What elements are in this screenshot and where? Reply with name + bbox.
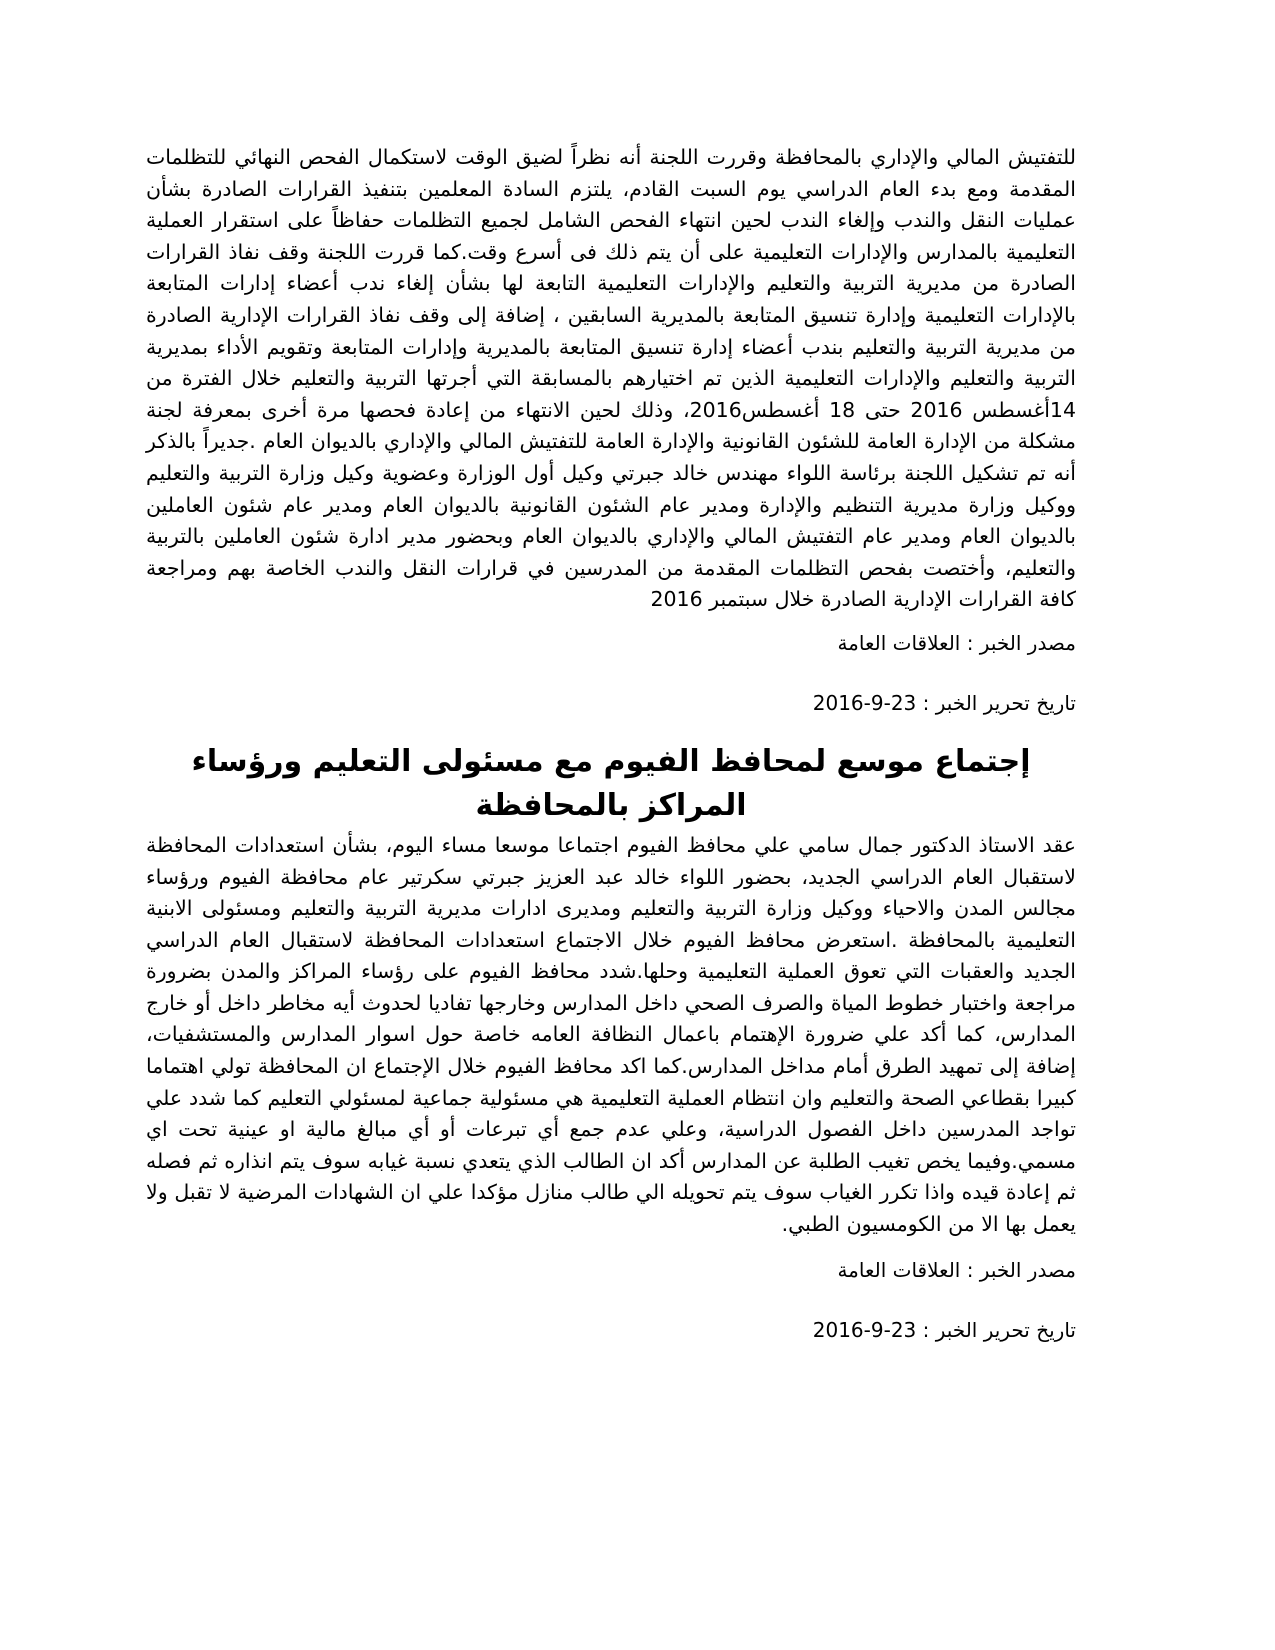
document-page (146, 142, 1076, 1345)
article-2-body: عقد الاستاذ الدكتور جمال سامي علي محافظ الفيوم اجتماعا موسعا مساء اليوم، بشأن استعدادات المحافظة لاستقبال العام الدراسي الجديد، بحضور اللواء خالد عبد العزيز جبرتي سكرتير عام محافظة الفيوم ورؤساء مجالس المدن والاحياء ووكيل وزارة التربية والتعليم ومديرى ادارات مديرية التربية والتعليم ومسئولى الابنية التعليمية بالمحافظة .استعرض محافظ الفيوم خلال الاجتماع استعدادات المحافظة لاستقبال العام الدراسي الجديد والعقبات التي تعوق العملية التعليمية وحلها.شدد محافظ الفيوم على رؤساء المراكز والمدن بضرورة مراجعة واختبار خطوط المياة والصرف الصحي داخل المدارس وخارجها تفاديا لحدوث أيه مخاطر داخل أو خارج المدارس، كما أكد علي ضرورة الإهتمام باعمال النظافة العامه خاصة حول اسوار المدارس والمستشفيات، إضافة إلى تمهيد الطرق أمام مداخل المدارس.كما اكد محافظ الفيوم خلال الإجتماع ان المحافظة تولي اهتماما كبيرا بقطاعي الصحة والتعليم وان انتظام العملية التعليمية هي مسئولية جماعية لمسئولي التعليم كما شدد علي تواجد المدرسين داخل الفصول الدراسية، وعلي عدم جمع أي تبرعات أو أي مبالغ مالية او عينية تحت اي مسمي.وفيما يخص تغيب الطلبة عن المدارس أكد ان الطالب الذي يتعدي نسبة غيابه سوف يتم انذاره ثم فصله ثم إعادة قيده واذا تكرر الغياب سوف يتم تحويله الي طالب منازل مؤكدا علي ان الشهادات المرضية لا تقبل ولا يعمل بها الا من الكومسيون الطبي. (146, 832, 1076, 1237)
article-2-source: مصدر الخبر : العلاقات العامة (837, 1257, 1076, 1282)
article-1-source: مصدر الخبر : العلاقات العامة (837, 630, 1076, 655)
article-1-body: للتفتيش المالي والإداري بالمحافظة وقررت اللجنة أنه نظراً لضيق الوقت لاستكمال الفحص النهائي للتظلمات المقدمة ومع بدء العام الدراسي يوم السبت القادم، يلتزم السادة المعلمين بتنفيذ القرارات الصادرة بشأن عمليات النقل والندب وإلغاء الندب لحين انتهاء الفحص الشامل لجميع التظلمات حفاظاً على استقرار العملية التعليمية بالمدارس والإدارات التعليمية على أن يتم ذلك فى أسرع وقت.كما قررت اللجنة وقف نفاذ القرارات الصادرة من مديرية التربية والتعليم والإدارات التعليمية التابعة لها بشأن إلغاء ندب أعضاء إدارات المتابعة بالإدارات التعليمية وإدارة تنسيق المتابعة بالمديرية السابقين ، إضافة إلى وقف نفاذ القرارات الإدارية الصادرة من مديرية التربية والتعليم بندب أعضاء إدارة تنسيق المتابعة بالمديرية وإدارات المتابعة وتقويم الأداء بمديرية التربية والتعليم والإدارات التعليمية الذين تم اختيارهم بالمسابقة التي أجرتها التربية والتعليم خلال الفترة من 14أغسطس 2016 حتى 18 أغسطس2016، وذلك لحين الانتهاء من إعادة فحصها مرة أخرى بمعرفة لجنة مشكلة من الإدارة العامة للشئون القانونية والإدارة العامة للتفتيش المالي والإداري بالديوان العام .جديراً بالذكر أنه تم تشكيل اللجنة برئاسة اللواء مهندس خالد جبرتي وكيل أول الوزارة وعضوية وكيل وزارة التربية والتعليم ووكيل وزارة مديرية التنظيم والإدارة ومدير عام الشئون القانونية بالديوان العام ومدير عام شئون العاملين بالديوان العام ومدير عام التفتيش المالي والإداري بالديوان العام وبحضور مدير ادارة شئون العاملين بالتربية والتعليم، وأختصت بفحص التظلمات المقدمة من المدرسين في قرارات النقل والندب الخاصة بهم ومراجعة كافة القرارات الإدارية الصادرة خلال سبتمبر 2016 (146, 145, 1076, 612)
article-2-headline: إجتماع موسع لمحافظ الفيوم مع مسئولى التعليم ورؤساء المراكز بالمحافظة (191, 743, 1031, 823)
article-2-date: تاريخ تحرير الخبر : 23-9-2016 (812, 1317, 1076, 1342)
article-1-date: تاريخ تحرير الخبر : 23-9-2016 (812, 690, 1076, 715)
